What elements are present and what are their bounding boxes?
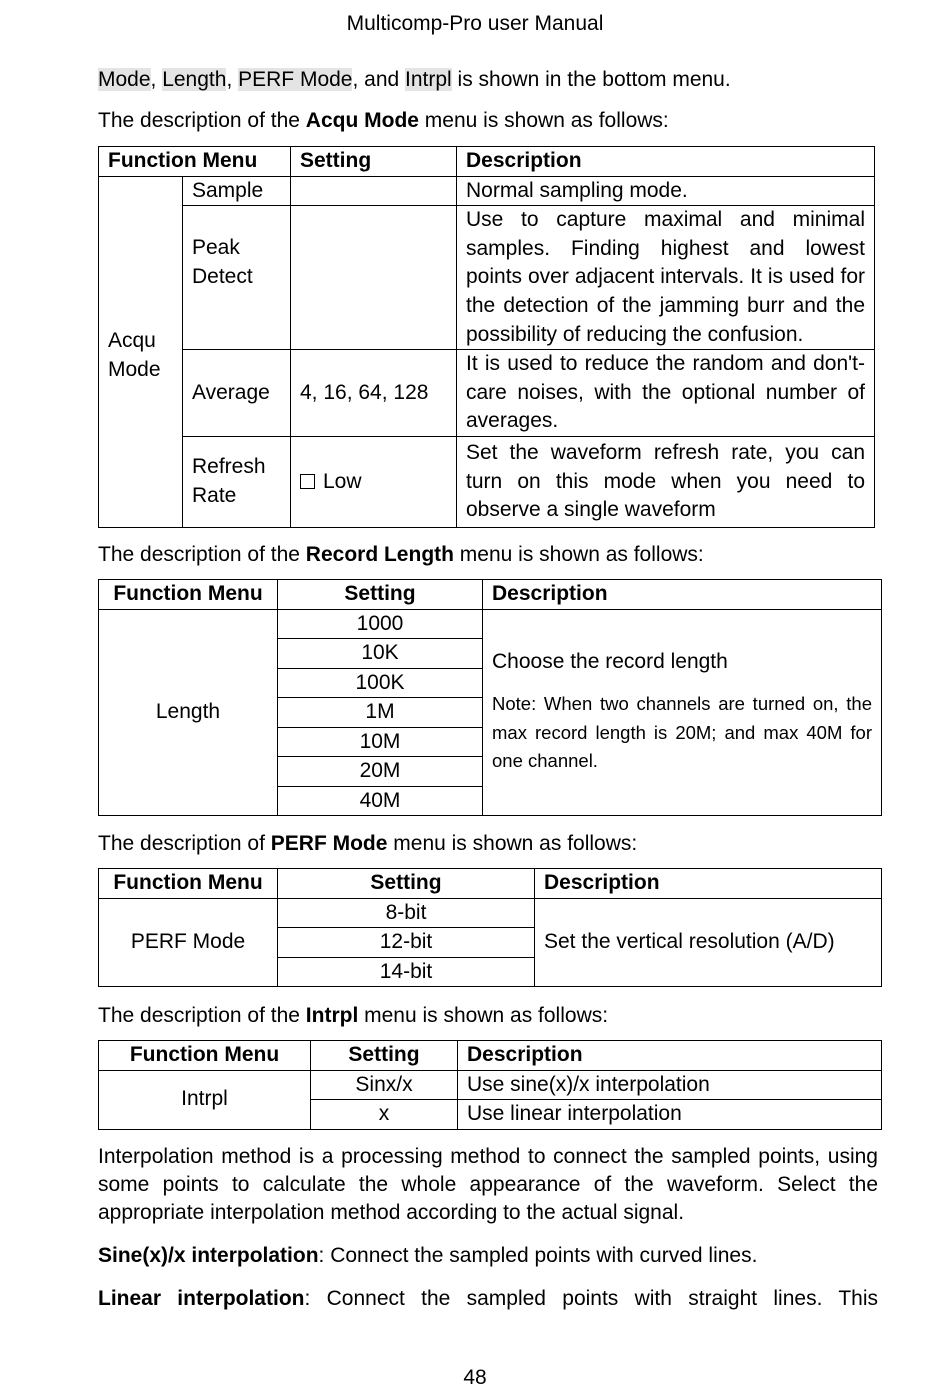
table-row	[99, 436, 875, 527]
description-text: Choose the record length	[492, 649, 728, 673]
record-length-table	[98, 579, 882, 816]
perf-caption	[98, 830, 878, 858]
function-cell: PERF Mode	[99, 898, 278, 987]
page-number: 48	[463, 1366, 487, 1389]
caption-text: menu is shown as follows:	[358, 1004, 609, 1027]
description-cell: Use sine(x)/x interpolation	[458, 1070, 882, 1100]
table-row	[99, 1070, 882, 1100]
setting-cell: 10K	[278, 639, 483, 669]
description-cell: Set the waveform refresh rate, you can turn on this mode when you need to observe a single waveform	[457, 436, 875, 527]
table-header-row	[99, 1041, 882, 1071]
setting-cell: 8-bit	[278, 898, 535, 928]
caption-text: The description of the	[98, 109, 306, 132]
function-cell: Intrpl	[99, 1070, 311, 1129]
table-row	[99, 350, 875, 437]
header-description: Description	[483, 580, 882, 610]
header-description: Description	[458, 1041, 882, 1071]
setting-cell: 1M	[278, 698, 483, 728]
setting-cell: Sinx/x	[311, 1070, 458, 1100]
header-setting: Setting	[291, 147, 457, 177]
caption-text: The description of the	[98, 1004, 306, 1027]
menu-item-intrpl: Intrpl	[405, 68, 452, 91]
header-description: Description	[457, 147, 875, 177]
setting-cell: 20M	[278, 757, 483, 787]
caption-text: menu is shown as follows:	[387, 832, 638, 855]
interpolation-paragraph: Interpolation method is a processing method to connect the sampled points, using some points to calculate the whole appearance of the waveform. Select the appropriate interpolation method according to the actual signal.	[98, 1145, 878, 1224]
perf-mode-table	[98, 868, 882, 987]
header-setting: Setting	[278, 580, 483, 610]
checkbox-icon	[300, 474, 315, 489]
term-definition: : Connect the sampled points with straight lines. This	[304, 1287, 878, 1310]
function-cell: Acqu Mode	[99, 176, 183, 527]
setting-cell	[291, 206, 457, 350]
separator: ,	[226, 68, 239, 91]
header-function-menu: Function Menu	[99, 147, 291, 177]
description-cell: Use to capture maximal and minimal samples. Finding highest and lowest points over adjacent intervals. It is used for the detection of the jamming burr and the possibility of reducing the confusion.	[457, 206, 875, 350]
setting-cell: 10M	[278, 727, 483, 757]
caption-text: menu is shown as follows:	[418, 109, 669, 132]
description-cell: Use linear interpolation	[458, 1100, 882, 1130]
menu-name-cell: Average	[183, 350, 291, 437]
description-cell: It is used to reduce the random and don't-care noises, with the optional number of averages.	[457, 350, 875, 437]
menu-name-cell: Sample	[183, 176, 291, 206]
header-function-menu: Function Menu	[99, 869, 278, 899]
table-header-row	[99, 147, 875, 177]
table-row	[99, 609, 882, 639]
table-row	[99, 898, 882, 928]
setting-cell: 40M	[278, 786, 483, 816]
table-header-row	[99, 869, 882, 899]
header-description: Description	[535, 869, 882, 899]
page-header: Multicomp-Pro user Manual	[346, 12, 604, 35]
caption-text: The description of	[98, 832, 271, 855]
caption-bold: Acqu Mode	[305, 109, 419, 132]
term-definition: : Connect the sampled points with curved lines.	[318, 1244, 758, 1267]
caption-text: menu is shown as follows:	[453, 543, 704, 566]
header-setting: Setting	[311, 1041, 458, 1071]
description-cell: Normal sampling mode.	[457, 176, 875, 206]
caption-bold: PERF Mode	[270, 832, 388, 855]
setting-cell: x	[311, 1100, 458, 1130]
term-bold: Sine(x)/x interpolation	[98, 1244, 319, 1267]
intrpl-caption	[98, 1002, 878, 1030]
header-function-menu: Function Menu	[99, 580, 278, 610]
description-cell	[483, 609, 882, 816]
note-text: Note: When two channels are turned on, the max record length is 20M; and max 40M for one channel.	[492, 693, 872, 771]
caption-text: The description of the	[98, 543, 306, 566]
setting-text: Low	[323, 469, 362, 493]
caption-bold: Intrpl	[305, 1004, 359, 1027]
header-setting: Setting	[278, 869, 535, 899]
intrpl-table	[98, 1040, 882, 1130]
setting-cell	[291, 436, 457, 527]
table-row	[99, 176, 875, 206]
menu-item-perf-mode: PERF Mode	[238, 68, 353, 91]
sine-interpolation-paragraph	[98, 1242, 878, 1270]
menu-item-length: Length	[162, 68, 227, 91]
setting-cell: 1000	[278, 609, 483, 639]
function-cell: Length	[99, 609, 278, 816]
setting-cell: 4, 16, 64, 128	[291, 350, 457, 437]
separator: , and	[352, 68, 406, 91]
length-caption	[98, 541, 878, 569]
setting-cell: 12-bit	[278, 928, 535, 958]
table-row	[99, 206, 875, 350]
table-header-row	[99, 580, 882, 610]
header-function-menu: Function Menu	[99, 1041, 311, 1071]
setting-cell: 14-bit	[278, 957, 535, 987]
linear-interpolation-paragraph	[98, 1285, 878, 1313]
setting-cell	[291, 176, 457, 206]
caption-bold: Record Length	[305, 543, 454, 566]
intro-paragraph	[98, 66, 878, 94]
description-cell: Set the vertical resolution (A/D)	[535, 898, 882, 987]
menu-name-cell: Refresh Rate	[183, 436, 291, 527]
menu-name-cell: Peak Detect	[183, 206, 291, 350]
acqu-mode-table	[98, 146, 875, 528]
intro-tail: is shown in the bottom menu.	[451, 68, 731, 91]
separator: ,	[150, 68, 163, 91]
acqu-caption	[98, 107, 878, 135]
setting-cell: 100K	[278, 668, 483, 698]
menu-item-mode: Mode	[98, 68, 151, 91]
term-bold: Linear interpolation	[98, 1287, 305, 1310]
